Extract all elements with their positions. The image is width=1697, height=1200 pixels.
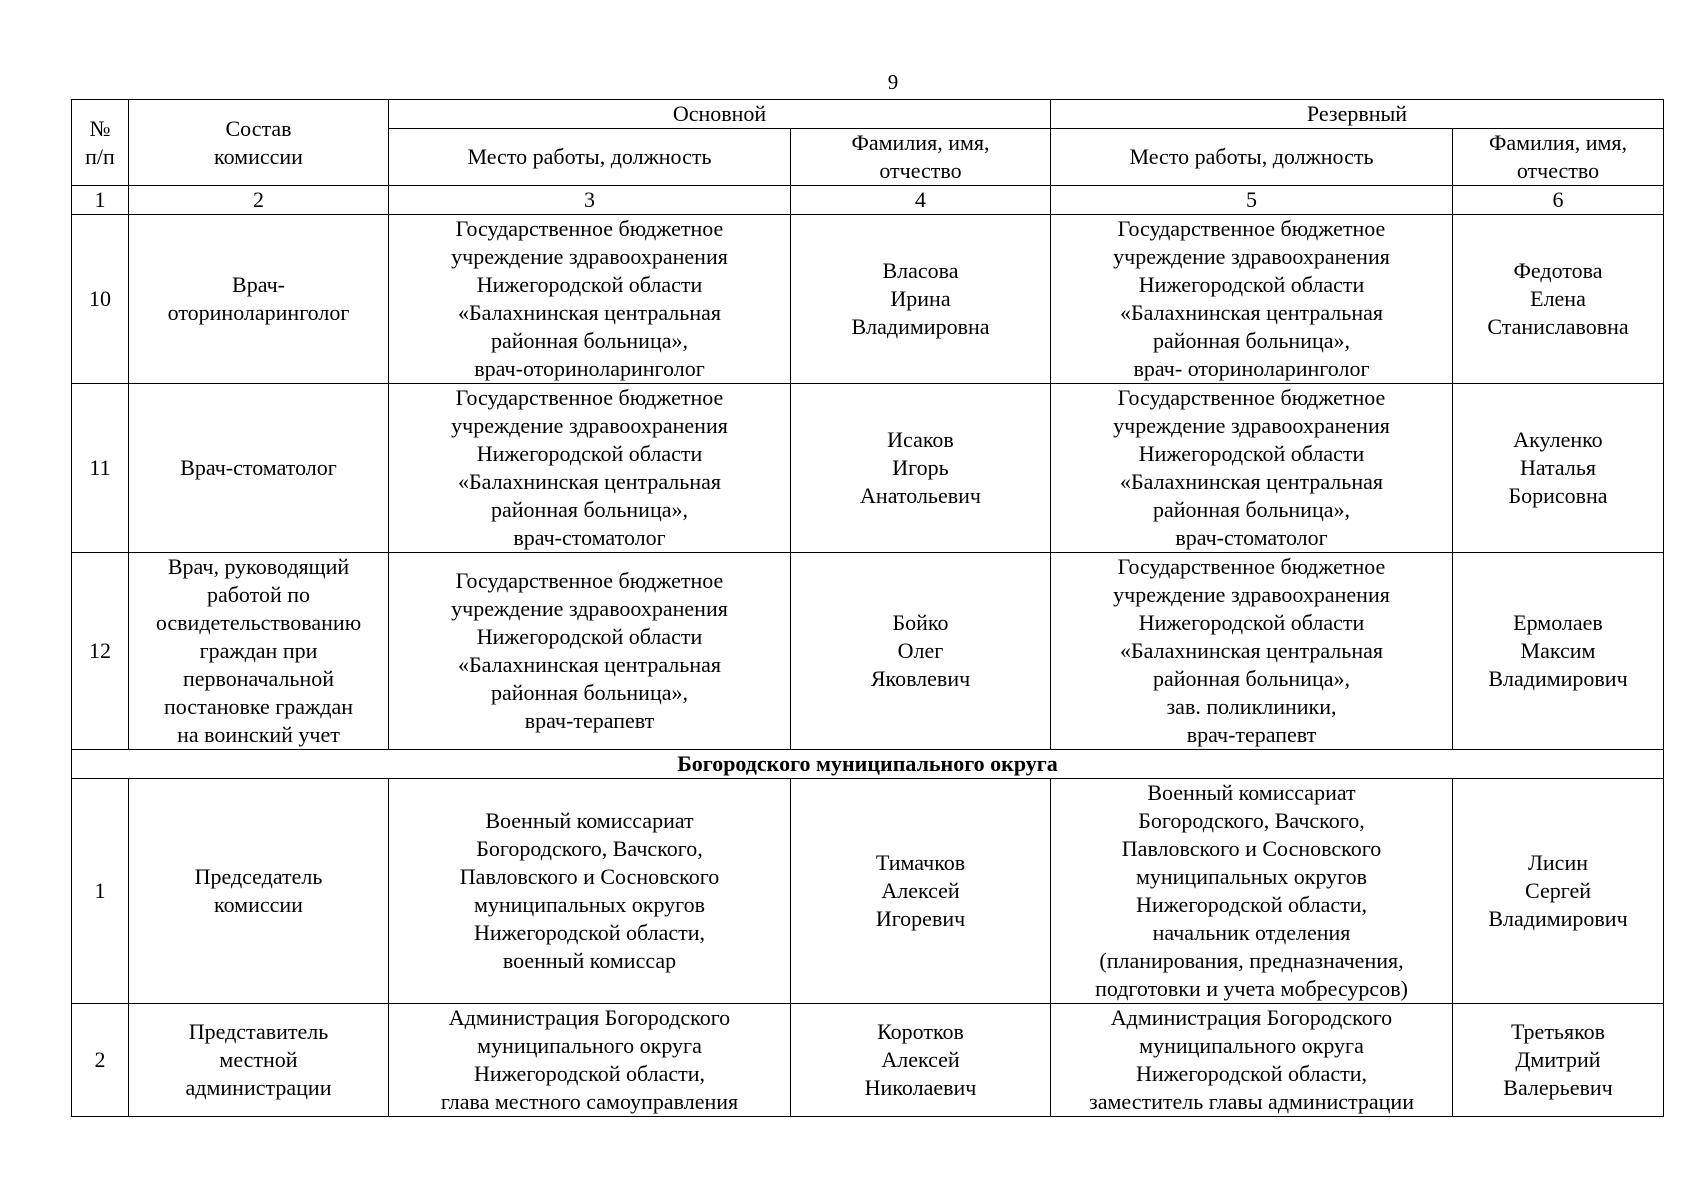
cell-line: Государственное бюджетное	[1117, 554, 1386, 579]
cell-line: администрации	[185, 1075, 332, 1100]
header-reserve: Резервный	[1051, 100, 1664, 129]
cell-main-name	[791, 384, 1051, 553]
header-reserve-workplace: Место работы, должность	[1051, 129, 1453, 186]
cell-line: учреждение здравоохранения	[451, 413, 728, 438]
header-line: отчество	[879, 158, 962, 183]
header-line: Состав	[225, 115, 292, 141]
column-number: 2	[129, 186, 389, 215]
cell-line: Нижегородской области	[476, 441, 703, 466]
cell-line: Павловского и Сосновского	[1121, 836, 1382, 861]
column-number: 4	[791, 186, 1051, 215]
cell-reserve-name	[1453, 215, 1664, 384]
cell-line: Станиславовна	[1487, 314, 1629, 339]
cell-line: районная больница»,	[491, 680, 688, 705]
cell-line: Елена	[1530, 286, 1586, 311]
cell-line: Власова	[882, 258, 959, 283]
cell-line: Нижегородской области	[1138, 272, 1365, 297]
cell-line: врач-терапевт	[1186, 722, 1317, 747]
header-main-fullname	[791, 129, 1051, 186]
cell-line: районная больница»,	[491, 328, 688, 353]
cell-reserve-name	[1453, 384, 1664, 553]
cell-line: муниципальных округов	[473, 892, 706, 917]
cell-line: заместитель главы администрации	[1089, 1089, 1414, 1114]
cell-line: зав. поликлиники,	[1166, 694, 1337, 719]
cell-line: Тимачков	[875, 850, 966, 875]
header-line: отчество	[1516, 158, 1600, 183]
cell-line: врач-стоматолог	[1175, 525, 1328, 550]
cell-line: глава местного самоуправления	[440, 1089, 739, 1114]
cell-num: 10	[72, 215, 129, 384]
cell-line: учреждение здравоохранения	[451, 596, 728, 621]
header-composition	[129, 100, 389, 186]
cell-line: районная больница»,	[491, 497, 688, 522]
cell-line: районная больница»,	[1153, 328, 1350, 353]
cell-line: Председатель	[194, 864, 323, 889]
cell-line: Представитель	[188, 1019, 329, 1044]
header-line: Фамилия, имя,	[1488, 130, 1628, 155]
table-row	[72, 384, 1664, 553]
table-row	[72, 779, 1664, 1004]
cell-line: начальник отделения	[1152, 920, 1351, 945]
cell-line: Владимирович	[1488, 666, 1628, 691]
cell-line: Нижегородской области	[476, 624, 703, 649]
cell-line: Владимирович	[1488, 906, 1628, 931]
cell-line: врач-стоматолог	[513, 525, 666, 550]
cell-line: врач- оториноларинголог	[1133, 356, 1370, 381]
cell-main-workplace	[389, 384, 791, 553]
cell-line: Государственное бюджетное	[1117, 216, 1386, 241]
cell-line: Ермолаев	[1513, 610, 1603, 635]
cell-line: муниципального округа	[1139, 1033, 1364, 1058]
cell-line: (планирования, предназначения,	[1099, 948, 1404, 973]
cell-line: Акуленко	[1513, 427, 1603, 452]
commission-table	[71, 99, 1664, 1117]
cell-line: подготовки и учета мобресурсов)	[1095, 976, 1408, 1001]
cell-line: Врач-	[232, 272, 285, 297]
cell-line: муниципального округа	[477, 1033, 702, 1058]
cell-line: врач-терапевт	[524, 708, 655, 733]
cell-line: Врач, руководящий	[167, 554, 350, 579]
cell-reserve-name	[1453, 779, 1664, 1004]
cell-main-name	[791, 215, 1051, 384]
cell-line: «Балахнинская центральная	[458, 652, 721, 677]
cell-line: местной	[219, 1047, 298, 1072]
rows-second-group	[72, 779, 1664, 1117]
cell-num: 11	[72, 384, 129, 553]
cell-line: Валерьевич	[1503, 1075, 1613, 1100]
cell-main-workplace	[389, 215, 791, 384]
cell-line: Бойко	[892, 610, 949, 635]
cell-num: 2	[72, 1004, 129, 1117]
cell-composition	[129, 1004, 389, 1117]
cell-reserve-name	[1453, 1004, 1664, 1117]
cell-line: «Балахнинская центральная	[1120, 469, 1383, 494]
header-line: Фамилия, имя,	[851, 130, 990, 155]
cell-line: «Балахнинская центральная	[1120, 638, 1383, 663]
cell-line: граждан при	[199, 638, 318, 663]
cell-line: муниципальных округов	[1135, 864, 1368, 889]
cell-line: Нижегородской области,	[1135, 1061, 1368, 1086]
cell-line: Нижегородской области,	[1135, 892, 1368, 917]
cell-line: Богородского, Вачского,	[1138, 808, 1365, 833]
cell-main-workplace	[389, 779, 791, 1004]
page-number: 9	[887, 70, 899, 94]
cell-line: «Балахнинская центральная	[458, 300, 721, 325]
column-number: 6	[1453, 186, 1664, 215]
table-row	[72, 1004, 1664, 1117]
cell-line: Администрация Богородского	[1110, 1005, 1393, 1030]
cell-reserve-workplace	[1051, 215, 1453, 384]
header-line: п/п	[85, 143, 115, 169]
header-line: №	[89, 115, 111, 141]
cell-line: Игорь	[892, 455, 949, 480]
rows-first-group	[72, 215, 1664, 750]
cell-reserve-workplace	[1051, 779, 1453, 1004]
cell-line: Государственное бюджетное	[455, 385, 724, 410]
cell-line: Алексей	[881, 1047, 960, 1072]
cell-line: постановке граждан	[163, 694, 354, 719]
cell-line: «Балахнинская центральная	[1120, 300, 1383, 325]
cell-line: «Балахнинская центральная	[458, 469, 721, 494]
header-reserve-fullname	[1453, 129, 1664, 186]
cell-line: учреждение здравоохранения	[1113, 582, 1390, 607]
cell-line: Нижегородской области,	[473, 920, 706, 945]
cell-line: Ирина	[890, 286, 951, 311]
cell-line: Владимировна	[851, 314, 990, 339]
cell-line: Сергей	[1525, 878, 1591, 903]
column-number-row	[72, 186, 1664, 215]
cell-line: работой по	[206, 582, 311, 607]
cell-line: Нижегородской области,	[473, 1061, 706, 1086]
table-row	[72, 215, 1664, 384]
cell-line: врач-оториноларинголог	[474, 356, 705, 381]
cell-composition	[129, 215, 389, 384]
header-main-workplace: Место работы, должность	[389, 129, 791, 186]
cell-line: Игоревич	[875, 906, 966, 931]
cell-line: Федотова	[1513, 258, 1603, 283]
cell-line: Военный комиссариат	[1147, 780, 1356, 805]
cell-composition	[129, 779, 389, 1004]
header-row-groups	[72, 100, 1664, 129]
column-number: 1	[72, 186, 129, 215]
cell-line: Богородского, Вачского,	[476, 836, 703, 861]
cell-line: Нижегородской области	[476, 272, 703, 297]
cell-line: Врач-стоматолог	[180, 455, 337, 480]
cell-line: на воинский учет	[177, 722, 340, 747]
cell-line: Алексей	[881, 878, 960, 903]
cell-composition	[129, 553, 389, 750]
cell-line: Борисовна	[1508, 483, 1608, 508]
cell-line: Государственное бюджетное	[455, 568, 724, 593]
cell-line: освидетельствованию	[155, 610, 362, 635]
cell-line: Максим	[1520, 638, 1596, 663]
cell-reserve-workplace	[1051, 384, 1453, 553]
cell-reserve-workplace	[1051, 553, 1453, 750]
cell-main-workplace	[389, 553, 791, 750]
header-main: Основной	[389, 100, 1051, 129]
cell-line: учреждение здравоохранения	[1113, 413, 1390, 438]
cell-line: Исаков	[887, 427, 954, 452]
cell-line: районная больница»,	[1153, 497, 1350, 522]
cell-line: Государственное бюджетное	[1117, 385, 1386, 410]
cell-reserve-workplace	[1051, 1004, 1453, 1117]
cell-line: Николаевич	[864, 1075, 977, 1100]
cell-line: Лисин	[1527, 850, 1588, 875]
cell-main-name	[791, 553, 1051, 750]
column-number: 3	[389, 186, 791, 215]
cell-line: Наталья	[1519, 455, 1597, 480]
header-num	[72, 100, 129, 186]
cell-line: Яковлевич	[870, 666, 971, 691]
header-line: комиссии	[214, 143, 303, 169]
section-row	[72, 750, 1664, 779]
cell-num: 1	[72, 779, 129, 1004]
cell-line: Нижегородской области	[1138, 441, 1365, 466]
cell-line: оториноларинголог	[167, 300, 350, 325]
cell-line: Государственное бюджетное	[455, 216, 724, 241]
cell-line: учреждение здравоохранения	[1113, 244, 1390, 269]
cell-line: Нижегородской области	[1138, 610, 1365, 635]
cell-line: Анатольевич	[860, 483, 981, 508]
cell-line: комиссии	[214, 892, 303, 917]
cell-line: Дмитрий	[1515, 1047, 1601, 1072]
cell-composition	[129, 384, 389, 553]
section-title: Богородского муниципального округа	[72, 750, 1664, 779]
cell-reserve-name	[1453, 553, 1664, 750]
cell-line: Администрация Богородского	[448, 1005, 731, 1030]
cell-line: военный комиссар	[502, 948, 677, 973]
cell-line: Павловского и Сосновского	[459, 864, 720, 889]
column-number: 5	[1051, 186, 1453, 215]
cell-line: Олег	[897, 638, 944, 663]
cell-main-name	[791, 1004, 1051, 1117]
cell-main-workplace	[389, 1004, 791, 1117]
table-row	[72, 553, 1664, 750]
cell-main-name	[791, 779, 1051, 1004]
cell-line: районная больница»,	[1153, 666, 1350, 691]
cell-num: 12	[72, 553, 129, 750]
cell-line: Третьяков	[1510, 1019, 1606, 1044]
cell-line: Коротков	[877, 1019, 964, 1044]
cell-line: первоначальной	[182, 666, 334, 691]
cell-line: учреждение здравоохранения	[451, 244, 728, 269]
cell-line: Военный комиссариат	[485, 808, 694, 833]
